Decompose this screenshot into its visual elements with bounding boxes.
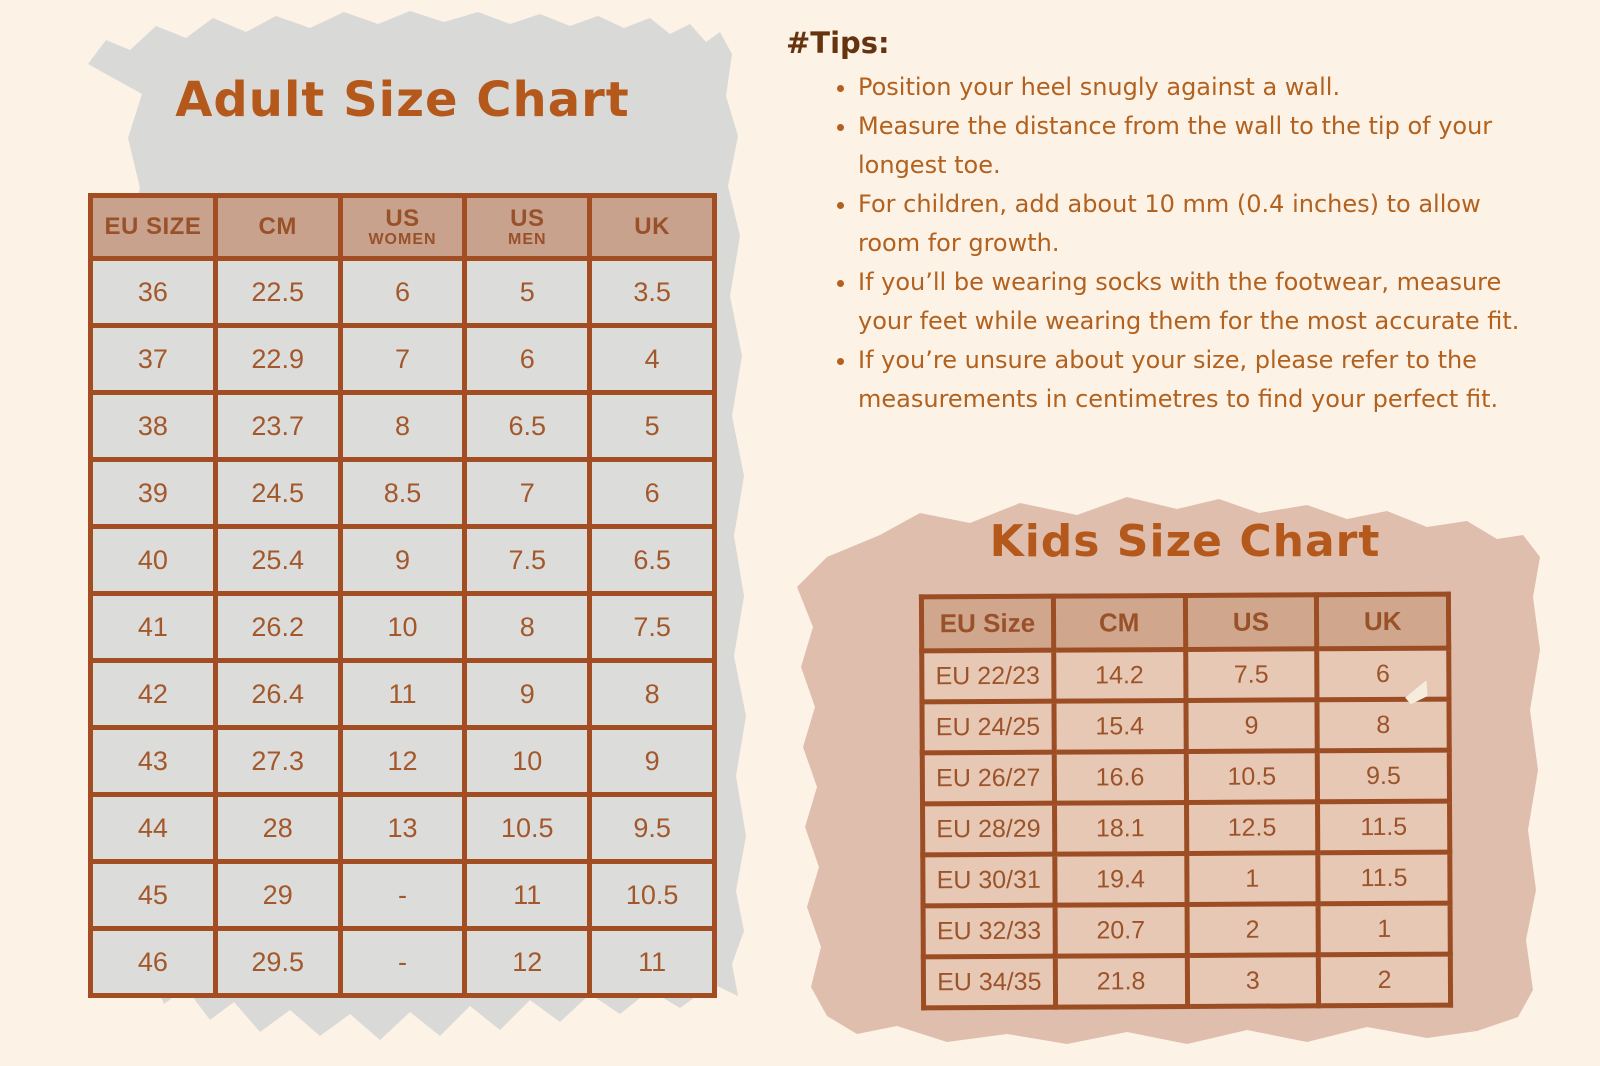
column-header-cm: [215, 196, 340, 259]
table-cell: EU 34/35: [923, 956, 1055, 1008]
column-header-uk: UK: [1317, 594, 1449, 649]
adult-table-header: [91, 196, 715, 259]
table-cell: -: [340, 862, 465, 929]
table-cell: 11.5: [1318, 852, 1450, 904]
table-cell: 10: [465, 728, 590, 795]
adult-chart-title: Adult Size Chart: [175, 72, 630, 128]
table-cell: 2: [1319, 954, 1451, 1006]
table-cell: 1: [1318, 903, 1450, 955]
tips-section: [786, 26, 1558, 419]
table-row: [91, 527, 715, 594]
table-cell: 4: [590, 326, 715, 393]
table-cell: 39: [91, 460, 216, 527]
table-cell: 10.5: [590, 862, 715, 929]
table-cell: 37: [91, 326, 216, 393]
kids-table-body: [922, 648, 1451, 1008]
column-header-sublabel: MEN: [508, 230, 547, 248]
table-cell: 12: [340, 728, 465, 795]
table-cell: 6: [1317, 648, 1449, 700]
tips-heading: #Tips:: [786, 26, 890, 60]
table-cell: 16.6: [1054, 752, 1186, 804]
column-header-eu-size: EU Size: [921, 596, 1053, 651]
table-row: [91, 862, 715, 929]
table-cell: 10.5: [1186, 751, 1318, 803]
table-cell: 7.5: [465, 527, 590, 594]
table-cell: 14.2: [1053, 650, 1185, 702]
kids-table-header: [921, 594, 1448, 651]
table-cell: -: [340, 929, 465, 996]
table-cell: 5: [465, 259, 590, 326]
table-cell: 12.5: [1186, 802, 1318, 854]
table-cell: 11: [590, 929, 715, 996]
table-cell: 8: [465, 594, 590, 661]
table-cell: 6: [465, 326, 590, 393]
table-cell: 6.5: [465, 393, 590, 460]
table-cell: EU 28/29: [923, 803, 1055, 855]
table-cell: 40: [91, 527, 216, 594]
column-header-us-men: [465, 196, 590, 259]
table-cell: 11: [340, 661, 465, 728]
table-cell: 26.2: [215, 594, 340, 661]
column-header-label: CM: [258, 213, 297, 241]
table-cell: 36: [91, 259, 216, 326]
table-cell: 2: [1187, 904, 1319, 956]
table-row: [923, 903, 1450, 957]
table-cell: 7: [340, 326, 465, 393]
table-cell: 6.5: [590, 527, 715, 594]
table-row: [923, 954, 1450, 1008]
table-row: [922, 750, 1449, 804]
kids-chart-title: Kids Size Chart: [989, 516, 1381, 567]
table-cell: 25.4: [215, 527, 340, 594]
adult-table-body: [91, 259, 715, 996]
table-row: [91, 929, 715, 996]
kids-size-table: [919, 592, 1453, 1011]
adult-size-table: [88, 193, 717, 998]
table-cell: 11.5: [1318, 801, 1450, 853]
table-cell: EU 30/31: [923, 854, 1055, 906]
table-cell: 8: [1317, 699, 1449, 751]
column-header-label: EU SIZE: [104, 213, 202, 241]
table-cell: 29.5: [215, 929, 340, 996]
table-cell: 6: [590, 460, 715, 527]
table-cell: 9.5: [1317, 750, 1449, 802]
table-cell: 41: [91, 594, 216, 661]
table-cell: 23.7: [215, 393, 340, 460]
table-cell: 9: [590, 728, 715, 795]
table-cell: 8.5: [340, 460, 465, 527]
table-row: [923, 852, 1450, 906]
tip-item: • Position your heel snugly against a wall.: [858, 68, 1534, 107]
tips-list: [786, 68, 1534, 419]
table-row: [922, 648, 1449, 702]
table-cell: 3: [1187, 955, 1319, 1007]
table-cell: 13: [340, 795, 465, 862]
table-cell: 7: [465, 460, 590, 527]
table-row: [91, 460, 715, 527]
table-cell: EU 22/23: [922, 650, 1054, 702]
table-cell: 5: [590, 393, 715, 460]
table-cell: 43: [91, 728, 216, 795]
table-row: [91, 795, 715, 862]
table-cell: 46: [91, 929, 216, 996]
table-cell: EU 24/25: [922, 701, 1054, 753]
table-cell: 38: [91, 393, 216, 460]
table-row: [91, 594, 715, 661]
column-header-uk: [590, 196, 715, 259]
table-cell: 29: [215, 862, 340, 929]
column-header-eu-size: [91, 196, 216, 259]
table-row: [923, 801, 1450, 855]
table-row: [91, 393, 715, 460]
table-row: [91, 259, 715, 326]
column-header-cm: CM: [1053, 596, 1185, 651]
table-row: [91, 326, 715, 393]
table-cell: 7.5: [590, 594, 715, 661]
table-cell: 3.5: [590, 259, 715, 326]
table-cell: 21.8: [1055, 955, 1187, 1007]
table-cell: 10.5: [465, 795, 590, 862]
table-cell: 24.5: [215, 460, 340, 527]
table-cell: 1: [1186, 853, 1318, 905]
table-cell: 9: [340, 527, 465, 594]
table-cell: 11: [465, 862, 590, 929]
table-cell: 28: [215, 795, 340, 862]
table-cell: 42: [91, 661, 216, 728]
table-cell: 9: [1185, 700, 1317, 752]
table-cell: 8: [590, 661, 715, 728]
table-cell: 22.5: [215, 259, 340, 326]
table-cell: 19.4: [1055, 853, 1187, 905]
table-row: [91, 661, 715, 728]
table-cell: 8: [340, 393, 465, 460]
table-cell: 9: [465, 661, 590, 728]
header-row: [921, 594, 1448, 651]
table-row: [922, 699, 1449, 753]
table-cell: 22.9: [215, 326, 340, 393]
column-header-label: UK: [634, 213, 670, 241]
table-cell: 27.3: [215, 728, 340, 795]
column-header-label: US: [510, 204, 545, 232]
tip-item: • If you’re unsure about your size, please refer to the measurements in centimetres to find your perfect fit.: [858, 341, 1534, 419]
table-cell: 10: [340, 594, 465, 661]
tip-item: • For children, add about 10 mm (0.4 inches) to allow room for growth.: [858, 185, 1534, 263]
table-cell: 45: [91, 862, 216, 929]
column-header-us: US: [1185, 595, 1317, 650]
table-cell: 26.4: [215, 661, 340, 728]
table-cell: 7.5: [1185, 649, 1317, 701]
column-header-us-women: [340, 196, 465, 259]
table-cell: 44: [91, 795, 216, 862]
table-row: [91, 728, 715, 795]
table-cell: EU 32/33: [923, 905, 1055, 957]
table-cell: 15.4: [1054, 701, 1186, 753]
table-cell: 9.5: [590, 795, 715, 862]
table-cell: 18.1: [1054, 803, 1186, 855]
table-cell: 12: [465, 929, 590, 996]
header-row: [91, 196, 715, 259]
tip-item: • Measure the distance from the wall to the tip of your longest toe.: [858, 107, 1534, 185]
tip-item: • If you’ll be wearing socks with the footwear, measure your feet while wearing them for the most accurate fit.: [858, 263, 1534, 341]
table-cell: EU 26/27: [922, 752, 1054, 804]
table-cell: 20.7: [1055, 904, 1187, 956]
column-header-sublabel: WOMEN: [368, 230, 437, 248]
column-header-label: US: [385, 204, 420, 232]
table-cell: 6: [340, 259, 465, 326]
